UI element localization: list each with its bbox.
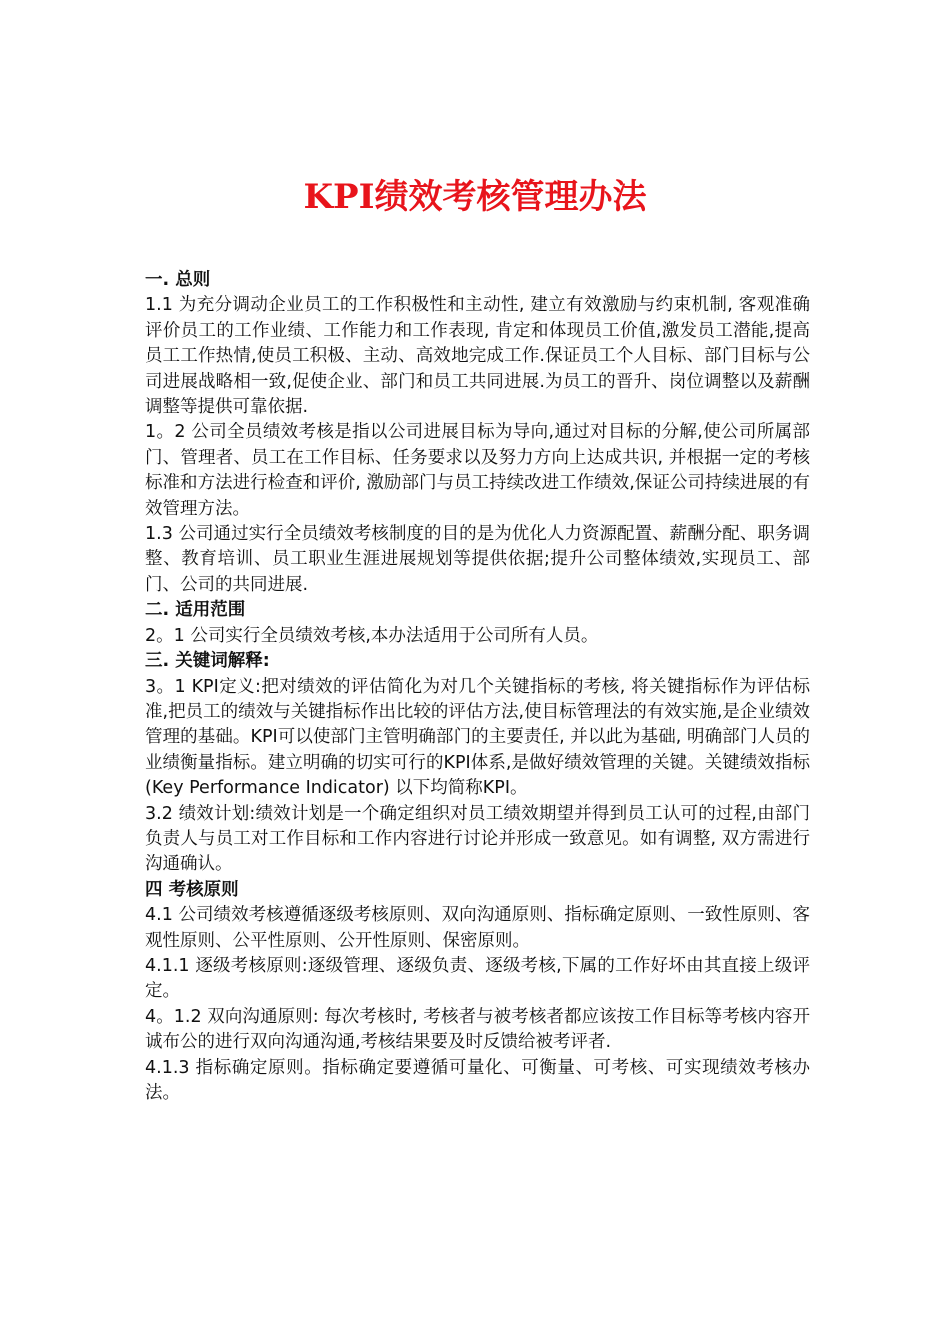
paragraph-4-1: 4.1 公司绩效考核遵循逐级考核原则、双向沟通原则、指标确定原则、一致性原则、客观性原则、公平性原则、公开性原则、保密原则。 xyxy=(145,905,810,951)
document-body xyxy=(145,268,810,1106)
section-heading-keywords: 三. 关键词解释: xyxy=(145,651,270,672)
section-heading-scope: 二. 适用范围 xyxy=(145,600,246,621)
paragraph-1-1: 1.1 为充分调动企业员工的工作积极性和主动性, 建立有效激励与约束机制, 客观准确评价员工的工作业绩、工作能力和工作表现, 肯定和体现员工价值,激发员工潜能,提高员工工作热情,使员工积极、主动、高效地完成工作.保证员工个人目标、部门目标与公司进展战略相一致,促使企业、部门和员工共同进展.为员工的晋升、岗位调整以及薪酬调整等提供可靠依据. xyxy=(145,295,810,418)
document-title: KPI绩效考核管理办法 xyxy=(303,177,647,217)
paragraph-3-2: 3.2 绩效计划:绩效计划是一个确定组织对员工绩效期望并得到员工认可的过程,由部门负责人与员工对工作目标和工作内容进行讨论并形成一致意见。如有调整, 双方需进行沟通确认。 xyxy=(145,803,810,875)
paragraph-1-2: 1。2 公司全员绩效考核是指以公司进展目标为导向,通过对目标的分解,使公司所属部门、管理者、员工在工作目标、任务要求以及努力方向上达成共识, 并根据一定的考核标准和方法进行检查和评价, 激励部门与员工持续改进工作绩效,保证公司持续进展的有效管理方法。 xyxy=(145,422,810,519)
paragraph-4-1-2: 4。1.2 双向沟通原则: 每次考核时, 考核者与被考核者都应该按工作目标等考核内容开诚布公的进行双向沟通沟通,考核结果要及时反馈给被考评者. xyxy=(145,1006,810,1053)
paragraph-1-3: 1.3 公司通过实行全员绩效考核制度的目的是为优化人力资源配置、薪酬分配、职务调整、教育培训、员工职业生涯进展规划等提供依据;提升公司整体绩效,实现员工、部门、公司的共同进展. xyxy=(145,524,810,595)
paragraph-4-1-3: 4.1.3 指标确定原则。指标确定要遵循可量化、可衡量、可考核、可实现绩效考核办法。 xyxy=(145,1057,810,1103)
section-heading-principles: 四 考核原则 xyxy=(145,879,239,900)
paragraph-2-1: 2。1 公司实行全员绩效考核,本办法适用于公司所有人员。 xyxy=(145,625,599,646)
paragraph-4-1-1: 4.1.1 逐级考核原则:逐级管理、逐级负责、逐级考核,下属的工作好坏由其直接上级评定。 xyxy=(145,955,810,1002)
paragraph-3-1: 3。1 KPI定义:把对绩效的评估简化为对几个关键指标的考核, 将关键指标作为评估标准,把员工的绩效与关键指标作出比较的评估方法,使目标管理法的有效实施,是企业绩效管理的基础。KPI可以使部门主管明确部门的主要责任, 并以此为基础, 明确部门人员的业绩衡量指标。建立明确的切实可行的KPI体系,是做好绩效管理的关键。关键绩效指标(Key Performance Indicator) 以下均简称KPI。 xyxy=(145,676,810,799)
section-heading-general: 一. 总则 xyxy=(145,270,211,290)
